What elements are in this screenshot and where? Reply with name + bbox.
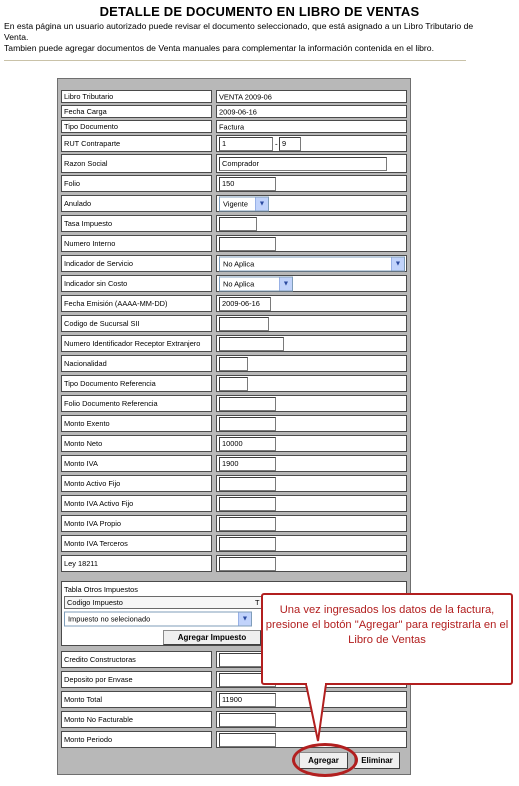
label-fecha-carga: Fecha Carga [61,105,212,118]
label-fecha-emision: Fecha Emisión (AAAA-MM-DD) [61,295,212,312]
label-codigo-sucursal: Codigo de Sucursal SII [61,315,212,332]
indicador-sin-costo-value: No Aplica [223,279,255,288]
label-monto-exento: Monto Exento [61,415,212,432]
page-title: DETALLE DE DOCUMENTO EN LIBRO DE VENTAS [99,4,420,19]
label-tasa-impuesto: Tasa Impuesto [61,215,212,232]
folio-input[interactable]: 150 [219,177,276,191]
label-monto-activo-fijo: Monto Activo Fijo [61,475,212,492]
label-tipo-doc-referencia: Tipo Documento Referencia [61,375,212,392]
impuesto-select-value: Impuesto no selecionado [68,614,151,624]
label-monto-iva-terceros: Monto IVA Terceros [61,535,212,552]
label-libro-tributario: Libro Tributario [61,90,212,103]
monto-iva-input[interactable]: 1900 [219,457,276,471]
otros-impuestos-title: Tabla Otros Impuestos [64,585,138,594]
rut-input[interactable]: 1 [219,137,273,151]
label-numero-interno: Numero Interno [61,235,212,252]
monto-total-input[interactable]: 11900 [219,693,276,707]
label-monto-neto: Monto Neto [61,435,212,452]
eliminar-button[interactable]: Eliminar [354,752,400,769]
chevron-down-icon: ▼ [238,613,251,626]
label-credito-constructoras: Credito Constructoras [61,651,212,668]
label-anulado: Anulado [61,195,212,212]
value-fecha-carga: 2009-06-16 [219,107,257,116]
label-folio: Folio [61,175,212,192]
chevron-down-icon: ▼ [391,257,404,270]
anulado-value: Vigente [223,199,248,208]
label-monto-iva: Monto IVA [61,455,212,472]
razon-social-input[interactable]: Comprador [219,157,387,171]
chevron-down-icon: ▼ [279,277,292,290]
label-tipo-documento: Tipo Documento [61,120,212,133]
value-libro-tributario: VENTA 2009-06 [219,92,272,101]
rut-dv-input[interactable]: 9 [279,137,301,151]
label-indicador-servicio: Indicador de Servicio [61,255,212,272]
intro-line-1: En esta página un usuario autorizado puede revisar el documento seleccionado, que está asignado a un Libro Tributario de Venta. [4,21,474,42]
label-folio-doc-referencia: Folio Documento Referencia [61,395,212,412]
label-numero-receptor-extranjero: Numero Identificador Receptor Extranjero [61,335,212,352]
highlight-circle [292,743,358,777]
label-rut-contraparte: RUT Contraparte [61,135,212,152]
label-monto-total: Monto Total [61,691,212,708]
intro-line-2: Tambien puede agregar documentos de Venta manuales para complementar la información contenida en el libro. [4,43,434,53]
col-tasa: T [255,598,260,607]
value-tipo-documento: Factura [219,122,245,131]
fecha-emision-input[interactable]: 2009-06-16 [219,297,271,311]
agregar-button[interactable]: Agregar [299,752,348,769]
label-monto-iva-activo-fijo: Monto IVA Activo Fijo [61,495,212,512]
label-monto-iva-propio: Monto IVA Propio [61,515,212,532]
label-nacionalidad: Nacionalidad [61,355,212,372]
label-deposito-envase: Deposito por Envase [61,671,212,688]
label-monto-periodo: Monto Periodo [61,731,212,748]
label-indicador-sin-costo: Indicador sin Costo [61,275,212,292]
chevron-down-icon: ▼ [255,197,268,210]
indicador-servicio-value: No Aplica [223,259,255,268]
label-razon-social: Razon Social [61,154,212,173]
rut-separator: - [275,139,278,148]
monto-neto-input[interactable]: 10000 [219,437,276,451]
label-ley-18211: Ley 18211 [61,555,212,572]
agregar-impuesto-button[interactable]: Agregar Impuesto [163,630,261,645]
col-codigo-impuesto: Codigo Impuesto [67,598,123,607]
label-monto-no-facturable: Monto No Facturable [61,711,212,728]
callout-arrow [306,684,326,741]
callout-text: Una vez ingresados los datos de la factura, presione el botón "Agregar" para registrarla en el Libro de Ventas [265,604,509,646]
